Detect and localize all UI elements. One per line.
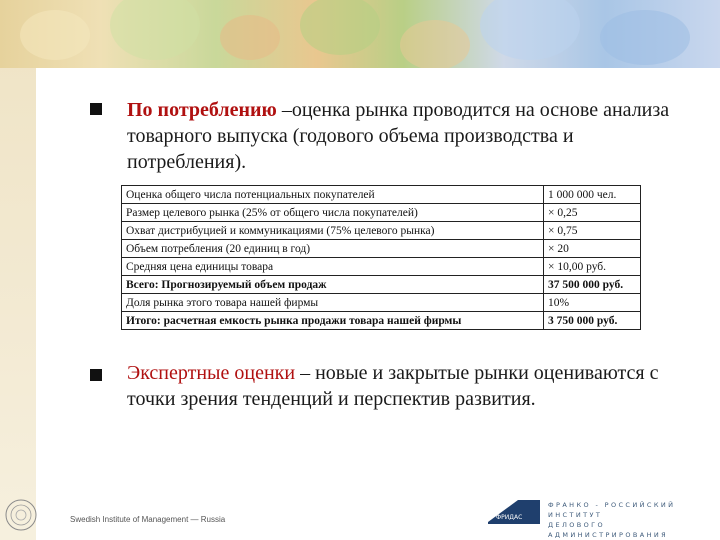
institute-line-1: ФРАНКО - РОССИЙСКИЙ ИНСТИТУТ [548,501,676,519]
table-row [122,276,641,294]
institute-line-2: ДЕЛОВОГО АДМИНИСТРИРОВАНИЯ [548,521,669,539]
table-cell-value: × 0,75 [544,222,641,240]
table-row [122,204,641,222]
bullet-1-body: –оценка рынка проводится на основе анализа товарного выпуска (годового объема производства и потребления). [127,99,670,173]
seal-icon [4,498,38,532]
table-cell-value: × 20 [544,240,641,258]
bullet-2-body: – новые и закрытые рынки оцениваются с точки зрения тенденций и перспектив развития. [127,362,659,410]
footer-text: Swedish Institute of Management — Russia [70,515,226,524]
table-row [122,258,641,276]
table-cell-value: 3 750 000 руб. [544,312,641,330]
table-row [122,294,641,312]
table-cell-label: Средняя цена единицы товара [122,258,544,276]
table-cell-value: 37 500 000 руб. [544,276,641,294]
bullet-marker-2 [90,369,102,381]
market-capacity-table [121,185,641,330]
bullet-1-highlight: По потреблению [127,99,277,121]
table-cell-label: Объем потребления (20 единиц в год) [122,240,544,258]
table-row [122,312,641,330]
bullet-2-highlight: Экспертные оценки [127,362,296,384]
table-row [122,222,641,240]
bullet-marker-1 [90,103,102,115]
table-cell-value: × 10,00 руб. [544,258,641,276]
table-row [122,240,641,258]
bullet-1-text [127,97,687,175]
table-cell-label: Размер целевого рынка (25% от общего числа покупателей) [122,204,544,222]
table-cell-label: Всего: Прогнозируемый объем продаж [122,276,544,294]
fridas-logo-text: ФРИДАС [496,514,523,521]
top-decorative-banner [0,0,720,68]
institute-name [548,500,718,540]
table-cell-label: Охват дистрибуцией и коммуникациями (75% целевого рынка) [122,222,544,240]
table-cell-value: 10% [544,294,641,312]
table-cell-value: × 0,25 [544,204,641,222]
fridas-logo-icon [488,498,540,526]
table-cell-value: 1 000 000 чел. [544,186,641,204]
table-cell-label: Итого: расчетная емкость рынка продажи товара нашей фирмы [122,312,544,330]
table-row [122,186,641,204]
bullet-2-text [127,360,687,412]
table-cell-label: Доля рынка этого товара нашей фирмы [122,294,544,312]
left-decorative-strip [0,0,36,540]
table-cell-label: Оценка общего числа потенциальных покупателей [122,186,544,204]
